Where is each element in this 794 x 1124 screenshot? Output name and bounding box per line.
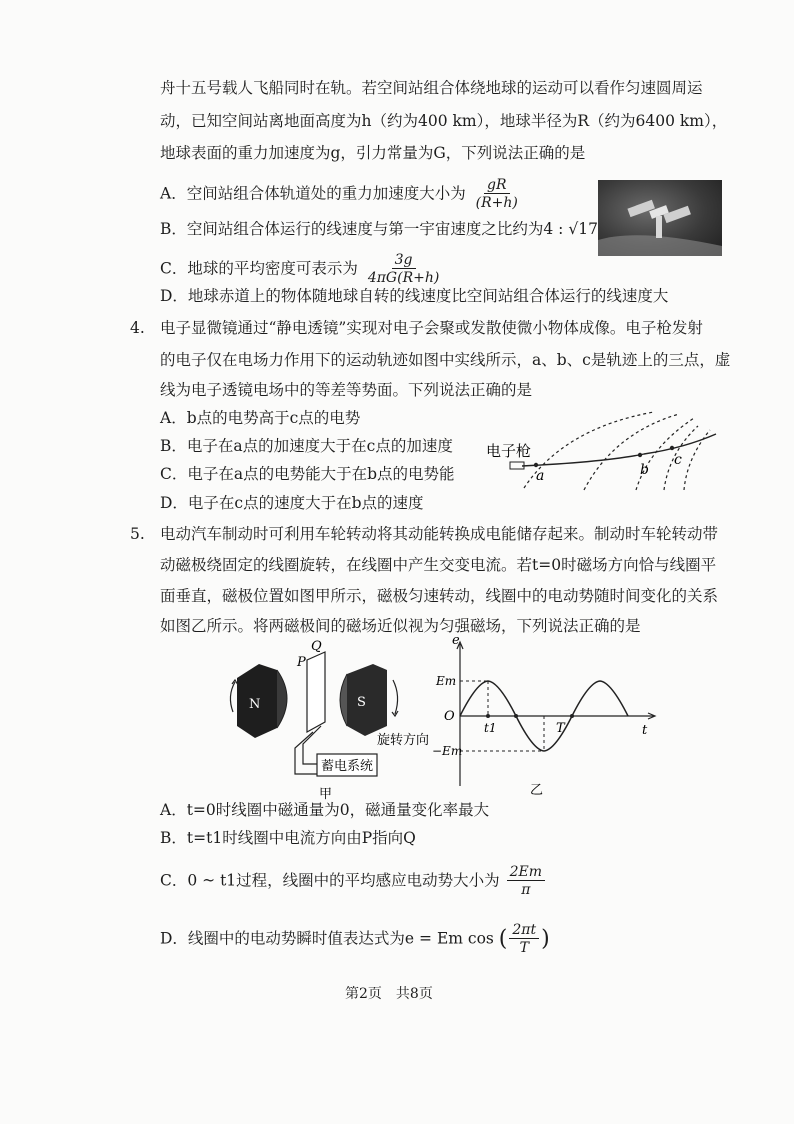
rotation-direction-label: 旋转方向 [377,733,430,748]
magnet-n-label: N [249,697,261,712]
q4-intro-line3: 线为电子透镜电场中的等差等势面。下列说法正确的是 [160,381,533,399]
q3-intro-line2: 动，已知空间站离地面高度为h（约为400 km），地球半径为R（约为6400 km）， [160,112,728,130]
q3-option-c-denominator: 4πG(R+h) [367,270,440,286]
e-axis-label: e [452,633,460,648]
q5-option-c-fraction [507,864,545,899]
emf-graph [430,633,660,798]
point-a-label: a [536,468,545,484]
rotation-arrow-right [393,680,398,714]
electron-lens-figure [484,408,724,494]
q4-intro-line1: 电子显微镜通过“静电透镜”实现对电子会聚或发散使微小物体成像。电子枪发射 [160,319,703,337]
page-footer: 第2页 共8页 [345,986,433,1002]
generator-figure [225,639,430,802]
t1-label: t1 [484,721,497,735]
neg-em-label: −Em [432,744,463,758]
equipotential-line-2 [584,414,679,490]
q5-option-c-denominator: π [521,882,531,898]
half-period-point [514,714,518,718]
rotation-arrow-left [230,682,235,712]
q5-intro-line3: 面垂直，磁极位置如图甲所示，磁极匀速转动，线圈中的电动势随时间变化的关系 [160,587,719,605]
q5-option-c-text: C．0 ~ t1过程，线圈中的平均感应电动势大小为 [160,871,500,890]
em-label: Em [436,674,457,688]
magnet-s-pole [340,674,347,726]
magnet-s-block [347,664,387,736]
open-paren: ( [498,926,508,952]
equipotential-line-5 [684,430,710,490]
space-station-photo [598,180,722,256]
point-a-marker [534,463,538,467]
figure-jia-caption: 甲 [319,787,333,802]
q3-option-a-fraction [473,177,521,212]
q4-number: 4. [130,319,145,337]
q3-option-a-text: A．空间站组合体轨道处的重力加速度大小为 [160,184,466,203]
q3-option-c [160,252,444,287]
q3-intro-line3: 地球表面的重力加速度为g，引力常量为G，下列说法正确的是 [160,144,586,162]
q4-option-a: A．b点的电势高于c点的电势 [160,409,361,427]
storage-system-label: 蓄电系统 [321,759,374,774]
q4-option-d: D．电子在c点的速度大于在b点的速度 [160,494,424,512]
q5-option-c-numerator: 2Em [507,864,545,881]
point-c-marker [670,446,674,450]
coil-plate [307,652,325,732]
magnet-n-pole [277,670,287,728]
q5-option-d [160,922,550,957]
q3-option-c-text: C．地球的平均密度可表示为 [160,259,358,278]
period-point [570,714,574,718]
q5-option-a: A．t=0时线圈中磁通量为0，磁通量变化率最大 [160,801,490,819]
q5-intro-line1: 电动汽车制动时可利用车轮转动将其动能转换成电能储存起来。制动时车轮转动带 [160,525,719,543]
point-b-marker [638,453,642,457]
t-axis-label: t [642,723,648,738]
q3-option-a-denominator: (R+h) [475,195,518,211]
close-paren: ) [541,926,550,952]
q3-option-d: D．地球赤道上的物体随地球自转的线速度比空间站组合体运行的线速度大 [160,287,669,305]
point-p-label: P [297,655,306,670]
q5-option-d-numerator: 2πt [509,922,539,939]
space-station-image [598,180,722,256]
q5-option-d-denominator: T [519,940,529,956]
q3-option-c-numerator: 3g [392,252,416,269]
origin-label: O [444,709,455,724]
point-q-label: Q [311,639,322,654]
q3-option-a [160,177,523,212]
q3-option-b: B．空间站组合体运行的线速度与第一宇宙速度之比约为4 : √17 [160,220,598,238]
period-label: T [556,721,565,736]
electron-trajectory [522,434,716,466]
electron-gun-icon [510,462,524,469]
q3-option-a-numerator: gR [484,177,510,194]
q5-option-d-text: D．线圈中的电动势瞬时值表达式为e = Em cos [160,929,494,948]
q3-intro-line1: 舟十五号载人飞船同时在轨。若空间站组合体绕地球的运动可以看作匀速圆周运 [160,79,703,97]
t1-point [486,714,490,718]
q5-option-d-fraction [509,922,539,957]
electron-gun-label: 电子枪 [486,442,532,460]
q4-intro-line2: 的电子仅在电场力作用下的运动轨迹如图中实线所示，a、b、c是轨迹上的三点，虚 [160,351,731,369]
q5-intro-line4: 如图乙所示。将两磁极间的磁场近似视为匀强磁场，下列说法正确的是 [160,617,641,635]
q4-option-b: B．电子在a点的加速度大于在c点的加速度 [160,437,453,455]
q4-option-c: C．电子在a点的电势能大于在b点的电势能 [160,465,455,483]
point-b-label: b [640,462,649,478]
figure-yi-caption: 乙 [530,783,544,798]
q5-intro-line2: 动磁极绕固定的线圈旋转，在线圈中产生交变电流。若t=0时磁场方向恰与线圈平 [160,556,717,574]
q5-option-c [160,864,547,899]
q5-option-b: B．t=t1时线圈中电流方向由P指向Q [160,829,416,847]
point-c-label: c [674,452,682,468]
q5-number: 5. [130,525,145,543]
magnet-s-label: S [357,695,366,710]
q3-option-c-fraction [365,252,443,287]
